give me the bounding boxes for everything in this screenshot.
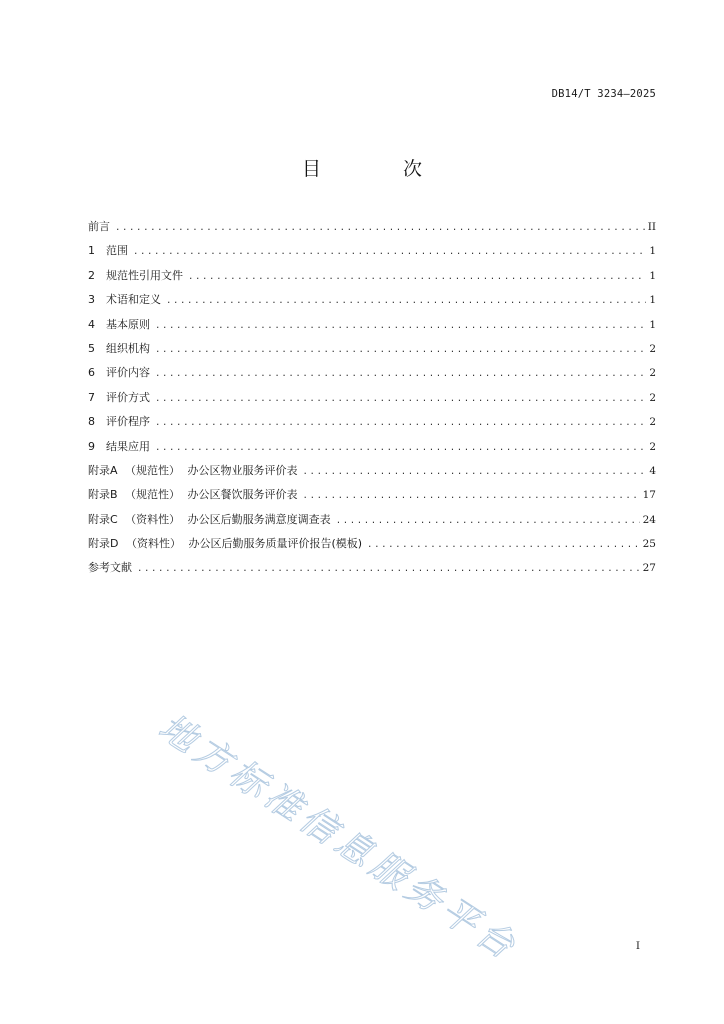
toc-entry-page: II <box>647 221 656 233</box>
toc-entry-appendix-b[interactable] <box>88 486 656 510</box>
page-number: I <box>635 940 640 952</box>
toc-entry-page: 2 <box>649 367 656 380</box>
toc-entry-page: 2 <box>649 342 656 355</box>
toc-entry-label: 评价方式 <box>106 390 150 404</box>
toc-entry-page: 4 <box>649 464 656 477</box>
toc-dot-leader <box>303 463 647 481</box>
toc-entry-appendix-a[interactable] <box>88 462 656 486</box>
toc-dot-leader <box>155 390 646 408</box>
toc-entry-7[interactable] <box>88 389 656 413</box>
toc-entry-number: 9 <box>88 439 95 453</box>
standard-number: DB14/T 3234—2025 <box>551 88 656 100</box>
toc-dot-leader <box>155 317 646 335</box>
toc-entry-page: 1 <box>649 269 656 282</box>
toc-entry-page: 2 <box>649 440 656 453</box>
toc-entry-foreword[interactable] <box>88 218 656 242</box>
toc-dot-leader <box>155 414 646 432</box>
toc-dot-leader <box>166 292 646 310</box>
toc-entry-5[interactable] <box>88 340 656 364</box>
toc-entry-3[interactable] <box>88 291 656 315</box>
page-title: 目 次 <box>301 158 461 180</box>
toc-entry-page: 2 <box>649 416 656 429</box>
toc-dot-leader <box>367 536 640 554</box>
toc-entry-label: 评价内容 <box>106 366 150 380</box>
toc-entry-number: 4 <box>88 317 95 331</box>
toc-entry-page: 24 <box>642 513 656 526</box>
toc-dot-leader <box>188 268 646 286</box>
toc-entry-number: 3 <box>88 293 95 307</box>
toc-entry-label: 规范性引用文件 <box>106 268 183 282</box>
toc-entry-label: 范围 <box>106 244 128 258</box>
toc-dot-leader <box>155 341 646 359</box>
toc-entry-1[interactable] <box>88 242 656 266</box>
toc-entry-8[interactable] <box>88 413 656 437</box>
toc-entry-4[interactable] <box>88 316 656 340</box>
toc-entry-label: 参考文献 <box>88 561 132 575</box>
toc-entry-label: 附录A （规范性） 办公区物业服务评价表 <box>88 463 298 477</box>
toc-entry-number: 6 <box>88 366 95 380</box>
watermark: 地方标准信息服务平台 <box>151 706 526 970</box>
toc-entry-appendix-d[interactable] <box>88 535 656 559</box>
toc-entry-2[interactable] <box>88 267 656 291</box>
toc-entry-6[interactable] <box>88 364 656 388</box>
toc-entry-number: 5 <box>88 341 95 355</box>
toc-dot-leader <box>155 365 646 383</box>
toc-entry-page: 17 <box>642 489 656 502</box>
toc-entry-page: 1 <box>649 245 656 258</box>
toc-entry-label: 附录B （规范性） 办公区餐饮服务评价表 <box>88 488 298 502</box>
toc-entry-page: 25 <box>642 538 656 551</box>
toc-entry-references[interactable] <box>88 559 656 583</box>
toc-entry-9[interactable] <box>88 438 656 462</box>
toc-dot-leader <box>137 560 640 578</box>
toc-entry-number: 7 <box>88 390 95 404</box>
toc-entry-label: 附录D （资料性） 办公区后勤服务质量评价报告(模板) <box>88 537 363 551</box>
toc-dot-leader <box>115 219 645 237</box>
toc-entry-label: 基本原则 <box>106 317 150 331</box>
toc-dot-leader <box>336 512 640 530</box>
toc-entry-page: 27 <box>642 562 656 575</box>
toc-entry-number: 2 <box>88 268 95 282</box>
toc-entry-label: 评价程序 <box>106 415 150 429</box>
toc-entry-number: 8 <box>88 415 95 429</box>
toc-entry-page: 1 <box>649 294 656 307</box>
toc-dot-leader <box>303 487 640 505</box>
toc-entry-label: 附录C （资料性） 办公区后勤服务满意度调查表 <box>88 512 331 526</box>
toc-entry-label: 前言 <box>88 220 110 233</box>
toc-entry-page: 2 <box>649 391 656 404</box>
table-of-contents <box>88 218 656 584</box>
toc-entry-appendix-c[interactable] <box>88 511 656 535</box>
toc-entry-page: 1 <box>649 318 656 331</box>
toc-dot-leader <box>155 439 646 457</box>
toc-entry-label: 组织机构 <box>106 341 150 355</box>
toc-entry-number: 1 <box>88 244 95 258</box>
toc-dot-leader <box>133 243 646 261</box>
toc-entry-label: 结果应用 <box>106 439 150 453</box>
toc-entry-label: 术语和定义 <box>106 293 161 307</box>
